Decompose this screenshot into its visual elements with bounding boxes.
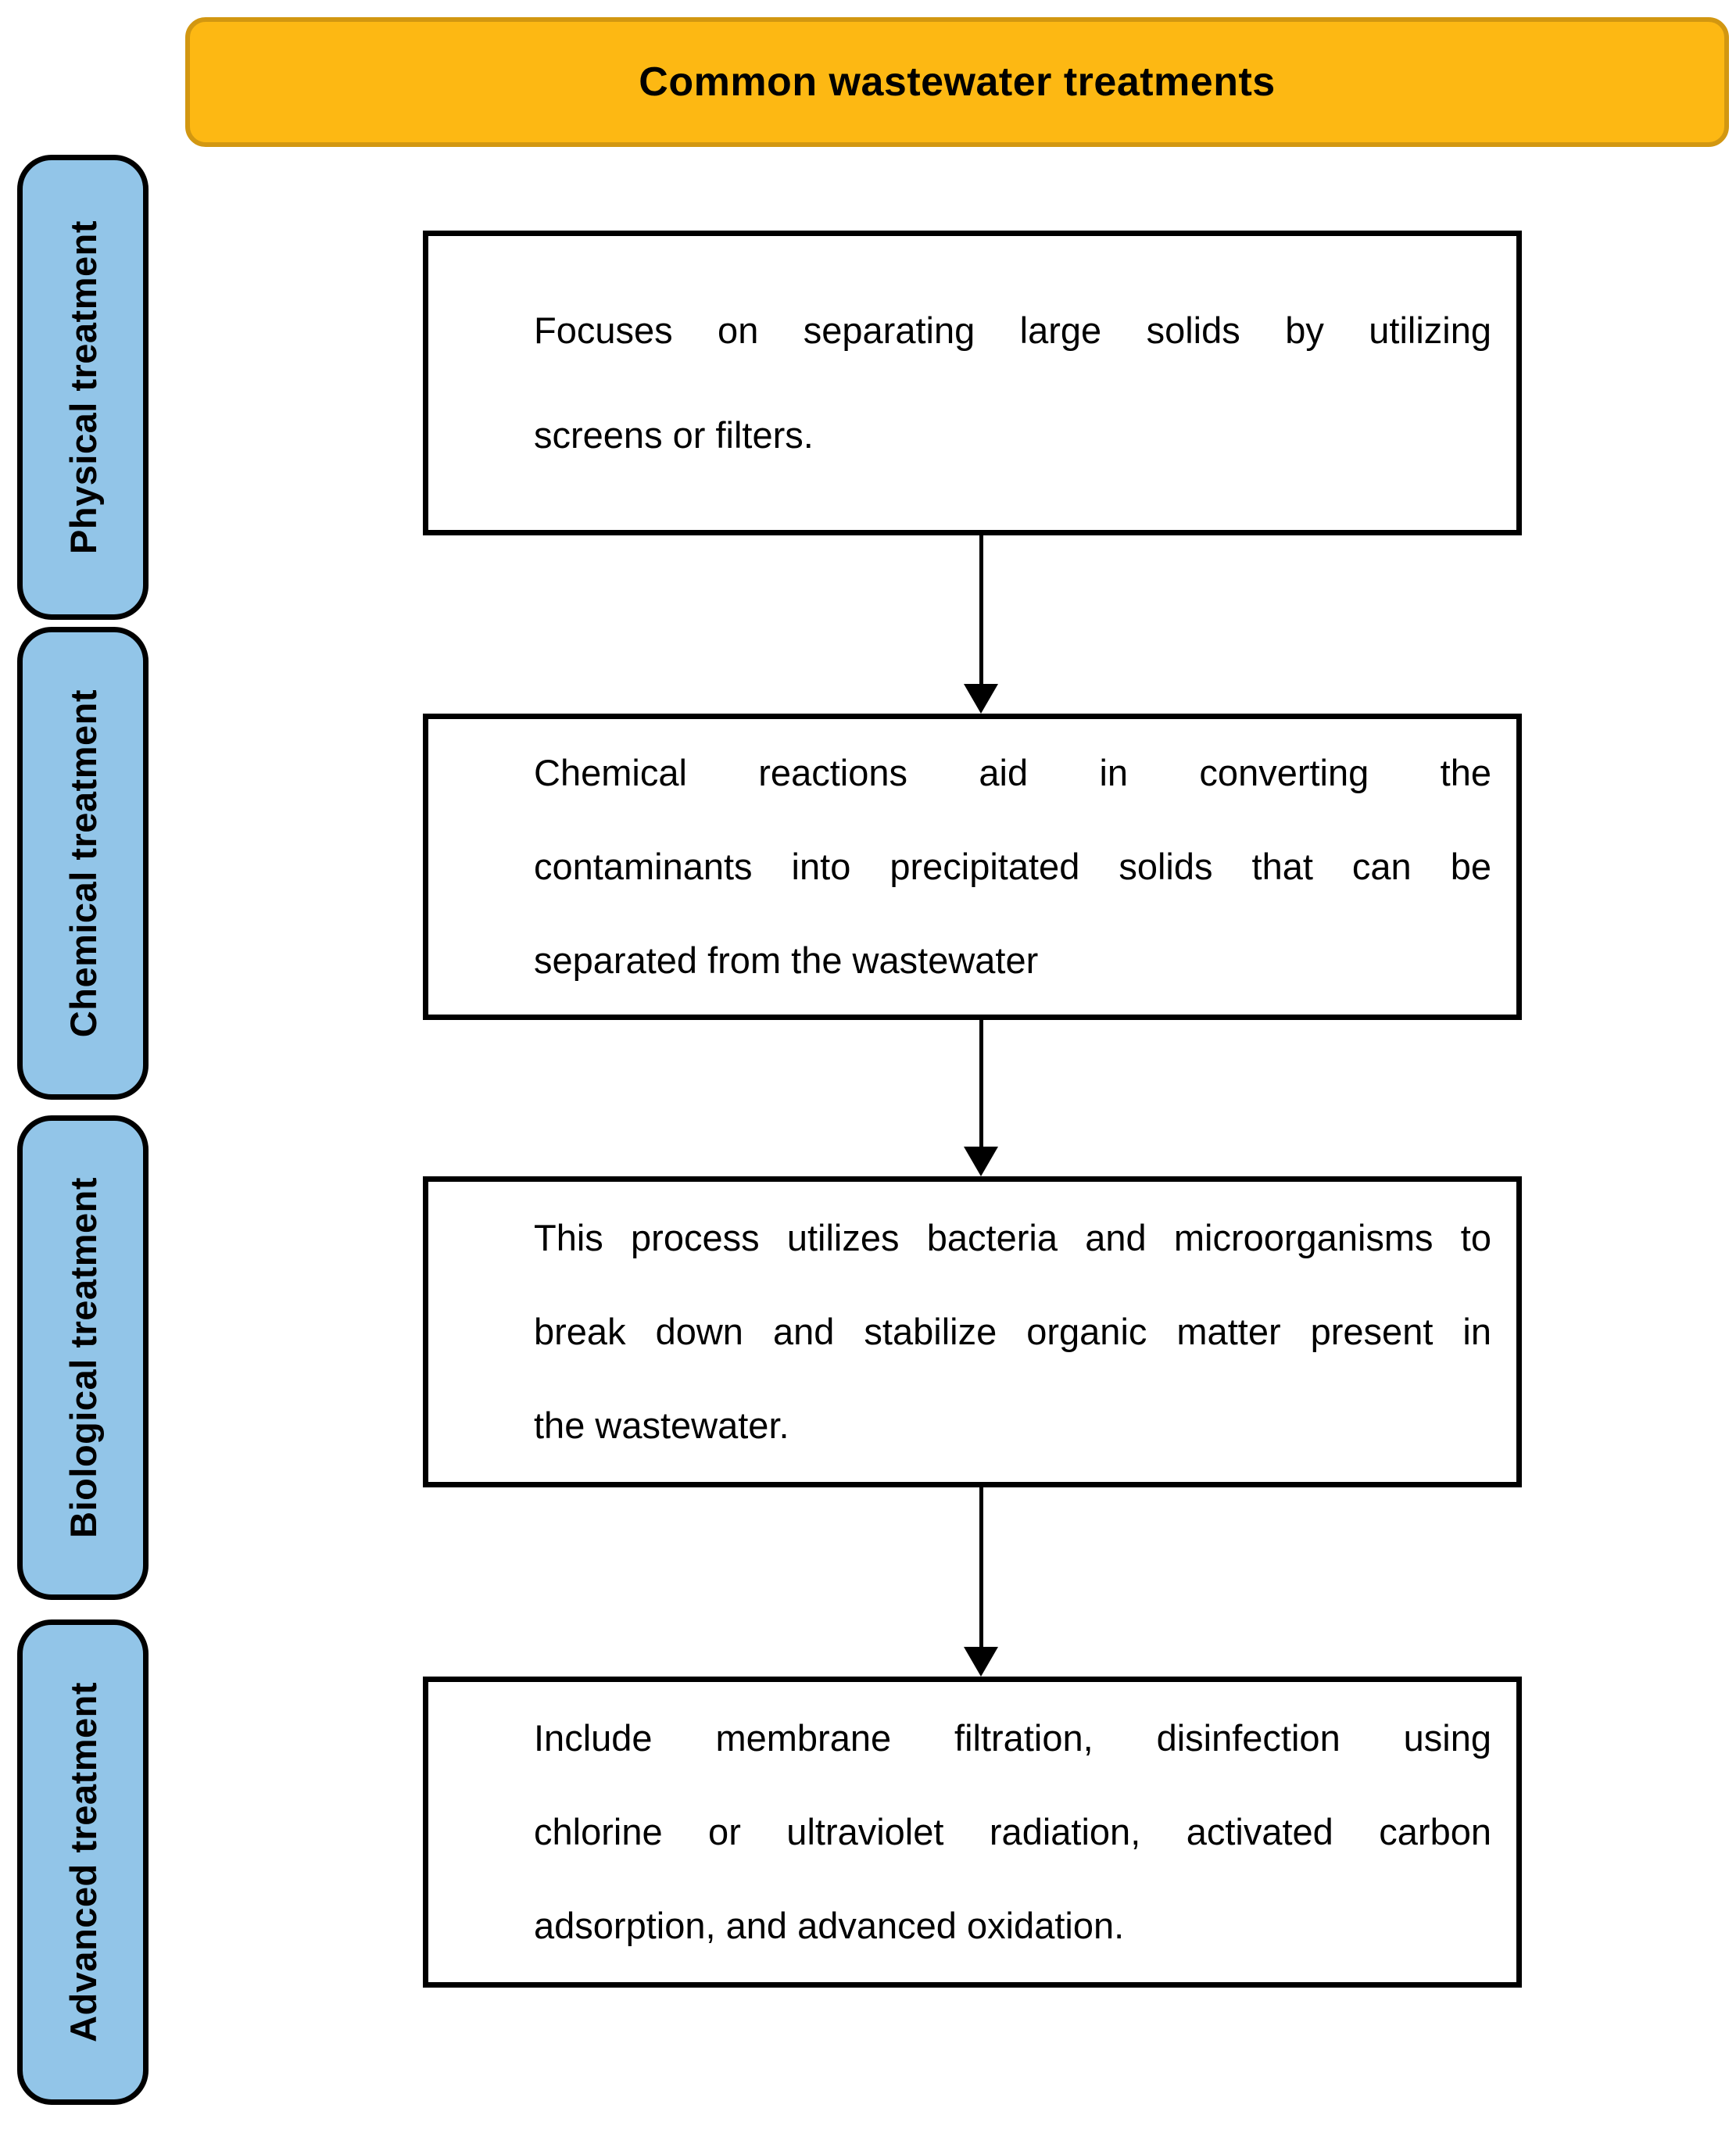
arrow-shaft (979, 1487, 983, 1648)
flow-box-line: chlorine or ultraviolet radiation, activated carbon (534, 1810, 1491, 1852)
sidebar-label-biological-treatment (17, 1115, 149, 1600)
flow-box-line: Focuses on separating large solids by utilizing (534, 309, 1491, 351)
sidebar-label-text: Advanced treatment (62, 1682, 104, 2042)
arrow-shaft (979, 1020, 983, 1148)
header-banner (185, 17, 1729, 147)
sidebar-label-text: Physical treatment (62, 220, 104, 554)
flow-box-line: the wastewater. (534, 1405, 789, 1447)
flow-box-chemical (423, 714, 1522, 1020)
flow-box-physical (423, 231, 1522, 535)
down-arrow-icon (964, 534, 998, 714)
flow-box-text (428, 1182, 1516, 1482)
sidebar-label-advanced-treatment (17, 1619, 149, 2105)
sidebar-label-text: Chemical treatment (62, 689, 104, 1038)
arrow-head (964, 1147, 998, 1176)
sidebar-label-text: Biological treatment (62, 1177, 104, 1538)
flow-box-text (428, 236, 1516, 530)
flow-box-text (428, 719, 1516, 1015)
flow-box-biological (423, 1176, 1522, 1487)
flow-box-text (428, 1682, 1516, 1982)
arrow-head (964, 1647, 998, 1677)
sidebar-label-physical-treatment (17, 155, 149, 620)
down-arrow-icon (964, 1020, 998, 1176)
down-arrow-icon (964, 1487, 998, 1677)
flow-box-line: contaminants into precipitated solids that can be (534, 845, 1491, 887)
sidebar-label-chemical-treatment (17, 627, 149, 1100)
flow-box-advanced (423, 1677, 1522, 1988)
flow-box-line: break down and stabilize organic matter present in (534, 1310, 1491, 1352)
flow-box-line: separated from the wastewater (534, 939, 1039, 982)
flow-box-line: This process utilizes bacteria and microorganisms to (534, 1216, 1491, 1258)
arrow-head (964, 684, 998, 714)
flow-box-line: adsorption, and advanced oxidation. (534, 1905, 1125, 1947)
arrow-shaft (979, 534, 983, 685)
flow-box-line: Include membrane filtration, disinfection using (534, 1716, 1491, 1759)
flow-box-line: Chemical reactions aid in converting the (534, 751, 1491, 793)
flow-box-line: screens or filters. (534, 414, 814, 456)
page-title: Common wastewater treatments (639, 59, 1276, 105)
